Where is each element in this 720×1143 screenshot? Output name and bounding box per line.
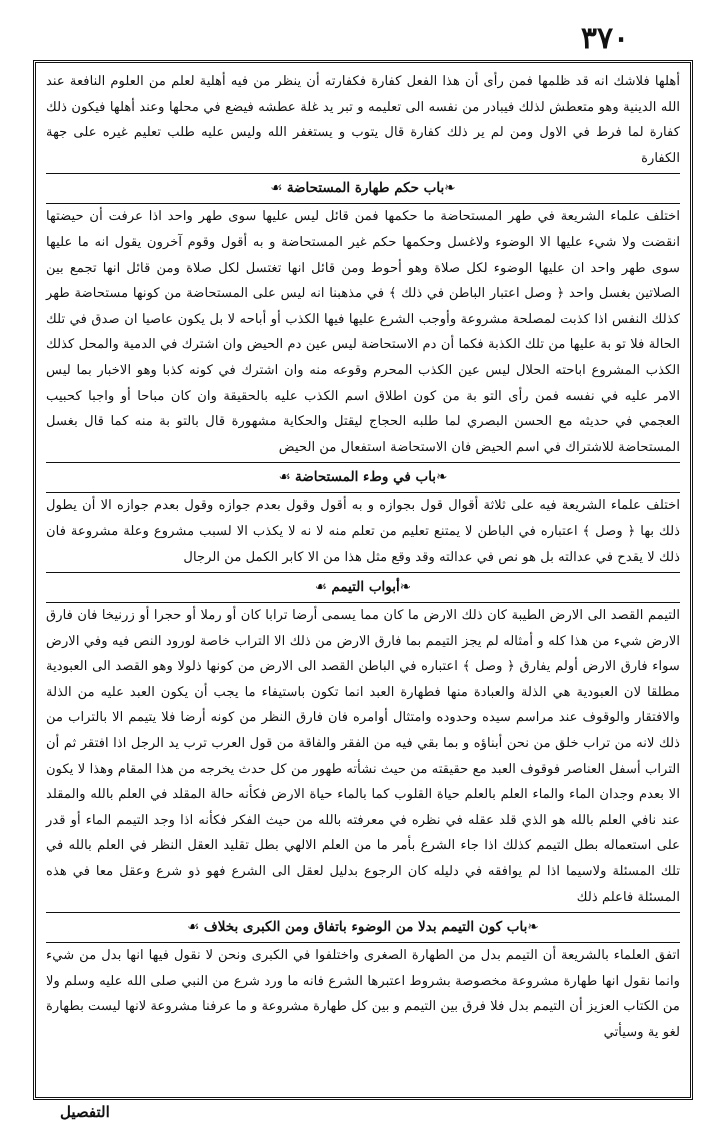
- divider: [46, 462, 680, 463]
- chapter-heading-tayammum: ❧ أبواب التيمم ☙: [309, 576, 417, 598]
- page-number: ٣٧٠: [580, 21, 630, 56]
- paragraph-intro: أهلها فلاشك انه قد ظلمها فمن رأى أن هذا الفعل كفارة فكفارته أن ينظر من فيه أهلية لعلم من العلوم النافعة عند الله الدينية وهو متعطش لذلك فيبادر من نفسه الى تعليمه و تبر يد غلة عطشه فيضع في محلها وعند أهلها فيكون ذلك كفارة لما فرط في الاول ومن لم ير ذلك كفارة قال يتوب و يستغفر الله وليس عليه طلب تعليم غيره على جهة الكفارة: [46, 74, 680, 166]
- paragraph-tayammum-substitute: اتفق العلماء بالشريعة أن التيمم بدل من الطهارة الصغرى واختلفوا في الكبرى ونحن لا نقول فيها انها بدل من شيء وانما نقول انها طهارة مشروعة مخصوصة بشروط اعتبرها الشرع فانه ما ورد شرع من النبي صلى الله عليه وسلم ولا من الكتاب العزيز أن التيمم بدل فلا فرق بين التيمم و بين كل طهارة مشروعة و ما عرفنا مشروعة لانها ليست بطهارة لغو ية وسيأتي: [46, 948, 680, 1040]
- divider: [46, 173, 680, 174]
- paragraph-mustahada-purity: اختلف علماء الشريعة في طهر المستحاضة ما حكمها فمن قائل ليس عليها سوى طهر واحد اذا عرفت أن حيضتها انقضت ولا شيء عليها الا الوضوء ولاغسل وحكمها حكم غير المستحاضة و به أقول وقوم آخرون يقول انه ما عليها سوى طهر واحد ان عليها الوضوء لكل صلاة وهو أحوط ومن قائل انها تغتسل لكل صلاة ومن قائل انها تجمع بين الصلاتين بغسل واحد ﴿ وصل اعتبار الباطن في ذلك ﴾ في مذهبنا انه ليس على المستحاضة من كونها مستحاضة طهر كذلك النفس اذا كذبت لمصلحة مشروعة وأوجب الشرع عليها فيها الكذب أو أباحه لا بل يكون عاصيا ان صدق في تلك الحالة فلا تو بة عليها من تلك الكذبة فكما أن دم الاستحاضة ليس عين دم الحيض وان اشترك في الدمية والمحل كذلك الكذب المشروع اباحته الحلال ليس عين الكذب المحرم وقوعه منه وان اشترك في كونه كذبا وهو الاخبار بما ليس الامر عليه في نفسه فمن رأى التو بة من كون اطلاق اسم الكذب عليه بالحقيقة وان كان مباحا أو واجبا كحبيب العجمي في حديثه مع الحسن البصري لما طلبه الحجاج ليقتل والحكاية مشهورة قال بالتو بة منه كما قال بغسل المستحاضة للاشتراك في اسم الحيض فان الاستحاضة استفعال من الحيض: [46, 209, 680, 455]
- catchword: التفصيل: [60, 1103, 110, 1121]
- divider: [46, 912, 680, 913]
- text-frame: [33, 60, 693, 1100]
- chapter-heading-mustahada-purity: ❧ باب حكم طهارة المستحاضة ☙: [264, 177, 461, 199]
- paragraph-tayammum: التيمم القصد الى الارض الطيبة كان ذلك الارض ما كان مما يسمى أرضا ترابا كان أو رملا أو حجرا أو زرنيخا فان فارق الارض شيء من هذا كله و أمثاله لم يجز التيمم بما فارق الارض من ذلك الا التراب خاصة لورود النص فيه وفي الارض سواء فارق الارض أولم يفارق ﴿ وصل ﴾ اعتباره في الباطن القصد الى الارض من كونها ذلولا وهو القصد الى العبودية مطلقا لان العبودية هي الذلة والعبادة منها فطهارة العبد انما تكون باستيفاء ما يجب أن يكون العبد عليه من الذلة والافتقار والوقوف عند مراسم سيده وحدوده وامتثال أوامره فان فارق النظر من كونه أرضا فلا يتيمم الا بالتراب من ذلك لانه من تراب خلق من نحن أبناؤه و بما بقي فيه من الفقر والفاقة من قول العرب ترب يد الرجل اذا افتقر ثم أن التراب أسفل العناصر فوقوف العبد مع حقيقته من حيث نشأته طهور من كل حدث يخرجه من هذا المقام وهذا لا يكون الا بعدم وجدان الماء والماء العلم بالعلم حياة القلوب كما بالماء حياة الارض فكأنه حالة المقلد في العلم بالله والمقلد عند نافي العلم بالله هو الذي قلد عقله في نظره في معرفته بالله من حيث الفكر فكأنه اذا وجد التيمم الماء أو قدر على استعماله بطل التيمم كذلك اذا جاء الشرع بأمر ما من العلم الالهي بطل تقليد العقل النظر في العلم بالله في تلك المسئلة ولاسيما اذا لم يوافقه في دليله كان الرجوع بدليل لعقل الى الشرع فهو ذو شرع وعقل معا في هذه المسئلة فاعلم ذلك: [46, 608, 680, 905]
- chapter-heading-mustahada-intercourse: ❧ باب في وطء المستحاضة ☙: [273, 466, 454, 488]
- divider: [46, 572, 680, 573]
- chapter-heading-tayammum-substitute: ❧ باب كون التيمم بدلا من الوضوء باتفاق ومن الكبرى بخلاف ☙: [181, 916, 544, 938]
- paragraph-mustahada-intercourse: اختلف علماء الشريعة فيه على ثلاثة أقوال قول بجوازه و به أقول وقول بعدم جوازه وقول بعدم جوازه الا أن يطول ذلك بها ﴿ وصل ﴾ اعتباره في الباطن لا يمتنع تعليم من تعلم منه لا نه لا يكذب الا لسبب مشروع وعلة مشروعة فان ذلك لا يقدح في عدالته بل هو نص في عدالته وقد وقع مثل هذا من الا كابر الكمل من الرجال: [46, 498, 680, 565]
